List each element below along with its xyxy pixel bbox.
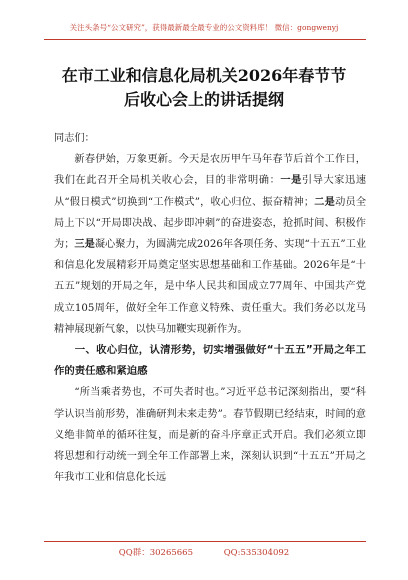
paragraph-section-1: “所当乘者势也，不可失者时也。”习近平总书记深刻指出，要“科学认识当前形势，准确研判未来走势”。春节假期已经结束，时间的意义绝非简单的循环往复，而是新的奋斗序章正式开启。我们必须立即将思想和行动统一到全年工作部署上来，深刻认识到“十五五”开局之年我市工业和信息化长远 — [54, 387, 366, 484]
title-line-1: 在市工业和信息化局机关2026年春节节 — [61, 66, 347, 85]
page-header: 关注头条号“公文研究”，获得最新最全最专业的公文资料库！ 微信：gongwenyj — [69, 23, 339, 32]
document-body — [54, 128, 366, 488]
section-heading-1: 一、收心归位，认清形势，切实增强做好“十五五”开局之年工作的责任感和紧迫感 — [54, 344, 366, 378]
point-three-label: 三是 — [74, 238, 95, 251]
point-three-text: 凝心聚力，为圆满完成2026年各项任务、实现“十五五”工业和信息化发展精彩开局奠定坚实思想基础和工作基础。2026年是“十五五”规划的开局之年，是中华人民共和国成立77周年、中国共产党成立105周年，做好全年工作意义特殊、责任重大。我们务必以龙马精神展现新气象，以快马加鞭实现新作为。 — [54, 239, 367, 335]
document-title — [40, 64, 368, 112]
page-footer — [0, 546, 408, 558]
footer-qq-group: QQ群：30265665 — [118, 548, 193, 558]
footer-qq: QQ:535304092 — [223, 548, 290, 558]
paragraph-opening-text: 新春伊始，万象更新。今天是农历甲午马年春节后首个工作日，我们在此召开全局机关收心会，目的非常明确： — [54, 154, 366, 187]
point-one-label: 一是 — [280, 174, 302, 187]
header-divider — [44, 39, 366, 40]
footer-divider — [44, 541, 366, 542]
point-two-label: 二是 — [314, 195, 336, 208]
paragraph-opening — [54, 149, 366, 340]
salutation: 同志们： — [54, 133, 95, 144]
title-line-2: 后收心会上的讲话提纲 — [123, 90, 284, 109]
point-one-text: 引导大家迅速从“假日模式”切换到“工作模式”，收心归位、振奋精神； — [54, 175, 367, 208]
point-two-text: 动员全局上下以“开局即决战、起步即冲刺”的奋进姿态，抢抓时间、积极作为； — [54, 196, 367, 251]
